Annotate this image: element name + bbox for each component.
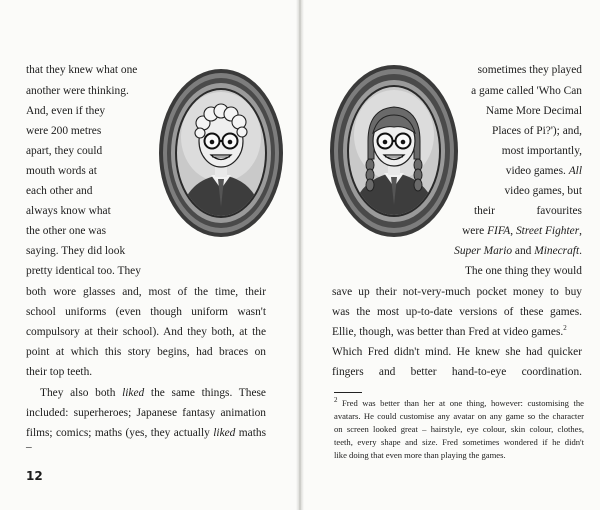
text-line: most importantly, (501, 145, 582, 157)
text-line: school uniforms (even though uniform wasn't (26, 306, 266, 318)
footnote-line: like doing that even more than playing the games. (334, 450, 506, 460)
text-line: apart, they could (26, 145, 103, 157)
text-line: Name More Decimal (485, 105, 582, 117)
page-number: 12 (26, 469, 43, 483)
text-line: always know what (26, 205, 111, 217)
text-line: pretty identical too. They (26, 265, 141, 277)
text-line: And, even if they (26, 105, 106, 117)
text-line: the other one was (26, 225, 107, 237)
girl-portrait-illustration (328, 63, 460, 239)
boy-portrait-illustration (157, 67, 285, 239)
text-line: films; comics; maths (yes, they actually liked maths – (26, 427, 267, 453)
text-line: mouth words at (26, 165, 97, 177)
text-line: a game called 'Who Can (471, 85, 582, 97)
text-line: video games, but (504, 185, 582, 197)
footnote-line: on screen looked great – hairstyle, eye colour, skin colour, clothes, (334, 424, 584, 434)
text-line: were FIFA, Street Fighter, (462, 225, 582, 237)
footnote-line: $^2$ Fred was better than her at one thing, however: customising the (334, 396, 584, 408)
text-line: Which Fred didn't mind. He knew she had quicker (332, 346, 582, 358)
text-line: video games. All (505, 165, 582, 177)
text-line: point at which this story begins, had braces on (26, 346, 266, 358)
left-page (0, 0, 298, 510)
text-line: their top teeth. (26, 366, 93, 378)
text-line: compulsory at their school). And they both, at the (26, 326, 266, 338)
text-line: that they knew what one (26, 64, 138, 76)
footnote-line: avatars. He could customise any avatar on any game so the character (334, 411, 584, 421)
text-line: their favourites (474, 205, 582, 217)
text-line: both wore glasses and, most of the time, their (26, 286, 266, 298)
text-line: save up their not-very-much pocket money to buy (332, 286, 582, 298)
text-line: sometimes they played (477, 64, 582, 76)
footnote-rule (334, 392, 362, 393)
text-line: saying. They did look (26, 245, 126, 257)
footnote-line: teeth, every shape and size. Fred sometimes wondered if he didn't (334, 437, 584, 447)
text-line: each other and (26, 185, 93, 197)
text-line: were 200 metres (26, 125, 102, 137)
text-line: Places of Pi?'); and, (492, 125, 582, 137)
text-line: fingers and better hand-to-eye coordination. (332, 366, 582, 378)
text-line: Ellie, though, was better than Fred at video games.$^2$ (332, 324, 567, 338)
text-line: another were thinking. (26, 85, 129, 97)
text-line: They also both liked the same things. These (40, 387, 266, 399)
text-line: The one thing they would (464, 265, 582, 277)
text-line: included: superheroes; Japanese fantasy animation (26, 407, 266, 419)
text-line: Super Mario and Minecraft. (454, 245, 582, 257)
text-line: was the most up-to-date versions of these games. (332, 306, 582, 318)
